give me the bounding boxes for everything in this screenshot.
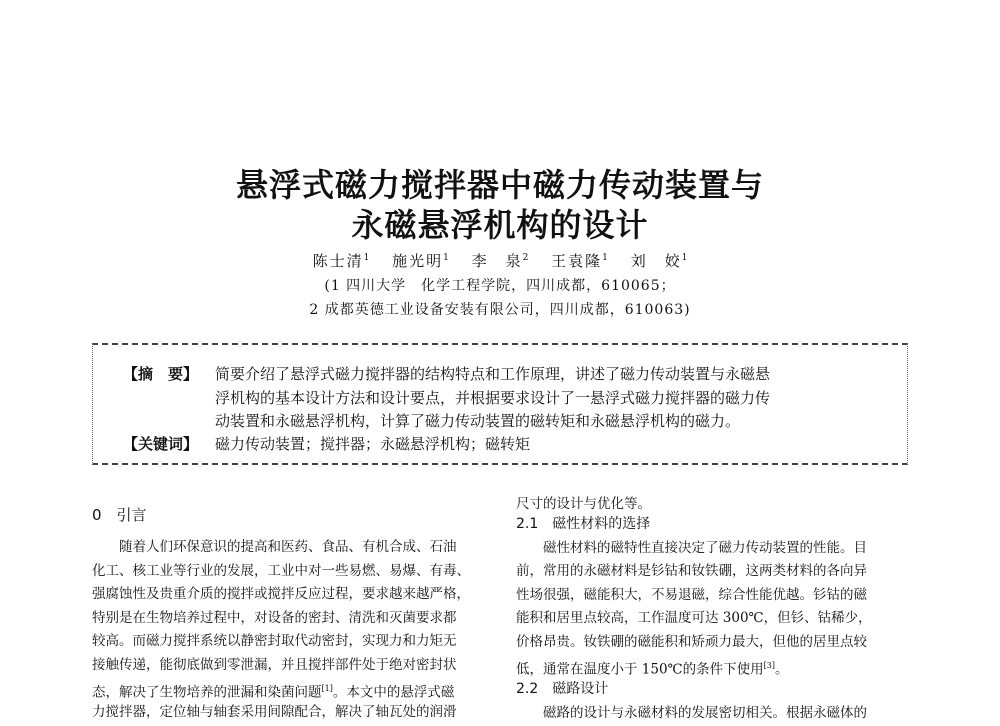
- body-line: 前，常用的永磁材料是钐钴和钕铁硼，这两类材料的各向异: [516, 563, 867, 579]
- body-line: 价格昂贵。钕铁硼的磁能积和矫顽力最大，但他的居里点较: [516, 634, 867, 650]
- body-line: 磁路的设计与永磁材料的发展密切相关。根据永磁体的: [516, 705, 867, 721]
- author: 刘 姣$^1$: [630, 252, 688, 270]
- affiliation-line-1: (1 四川大学 化学工程学院，四川成都，610065；: [324, 278, 676, 294]
- body-line: 尺寸的设计与优化等。: [516, 496, 651, 512]
- paper-title-line-1: 悬浮式磁力搅拌器中磁力传动装置与: [235, 166, 764, 204]
- affiliation-line-2: 2 成都英德工业设备安装有限公司，四川成都，610063): [309, 302, 691, 318]
- keywords-text: 磁力传动装置；搅拌器；永磁悬浮机构；磁转矩: [215, 435, 531, 453]
- body-line: 力搅拌器，定位轴与轴套采用间隙配合，解决了轴瓦处的润滑: [92, 704, 457, 720]
- section-heading-introduction: 0 引言: [92, 506, 147, 524]
- body-line: 低，通常在温度小于 150℃的条件下使用[3]。: [516, 661, 789, 678]
- body-line: 接触传递，能彻底做到零泄漏，并且搅拌部件处于绝对密封状: [92, 657, 457, 673]
- author: 王袁隆$^1$: [551, 252, 608, 270]
- author: 施光明$^1$: [392, 252, 449, 270]
- abstract-line: 浮机构的基本设计方法和设计要点，并根据要求设计了一悬浮式磁力搅拌器的磁力传: [215, 389, 771, 407]
- author: 陈士清$^1$: [312, 252, 370, 270]
- citation-ref: [1]: [321, 684, 333, 693]
- keywords-label: 【关键词】: [123, 435, 199, 453]
- citation-ref: [3]: [763, 661, 776, 670]
- abstract-line: 简要介绍了悬浮式磁力搅拌器的结构特点和工作原理，讲述了磁力传动装置与永磁悬: [215, 365, 771, 383]
- body-line: 随着人们环保意识的提高和医药、食品、有机合成、石油: [92, 539, 457, 555]
- body-line: 能积和居里点较高，工作温度可达 300℃，但钐、钴稀少，: [516, 610, 872, 626]
- body-line: 化工、核工业等行业的发展，工业中对一些易燃、易爆、有毒、: [92, 563, 470, 579]
- abstract-line: 动装置和永磁悬浮机构，计算了磁力传动装置的磁转矩和永磁悬浮机构的磁力。: [215, 412, 741, 430]
- paper-title-line-2: 永磁悬浮机构的设计: [351, 206, 649, 244]
- author-list: [0, 250, 1000, 271]
- body-line: 磁性材料的磁特性直接决定了磁力传动装置的性能。目: [516, 540, 867, 556]
- abstract-box: [92, 343, 908, 465]
- body-line: 性场很强，磁能积大，不易退磁，综合性能优越。钐钴的磁: [516, 587, 867, 603]
- body-line: 强腐蚀性及贵重介质的搅拌或搅拌反应过程，要求越来越严格，: [92, 586, 470, 602]
- subsection-heading-2-1: 2.1 磁性材料的选择: [516, 516, 651, 532]
- abstract-label: 【摘 要】: [123, 365, 199, 383]
- body-line: 态，解决了生物培养的泄漏和染菌问题[1]。本文中的悬浮式磁: [92, 684, 455, 701]
- author: 李 泉$^2$: [471, 252, 529, 270]
- body-line: 特别是在生物培养过程中，对设备的密封、清洗和灭菌要求都: [92, 610, 457, 626]
- body-line: 较高。而磁力搅拌系统以静密封取代动密封，实现力和力矩无: [92, 633, 457, 649]
- subsection-heading-2-2: 2.2 磁路设计: [516, 681, 609, 697]
